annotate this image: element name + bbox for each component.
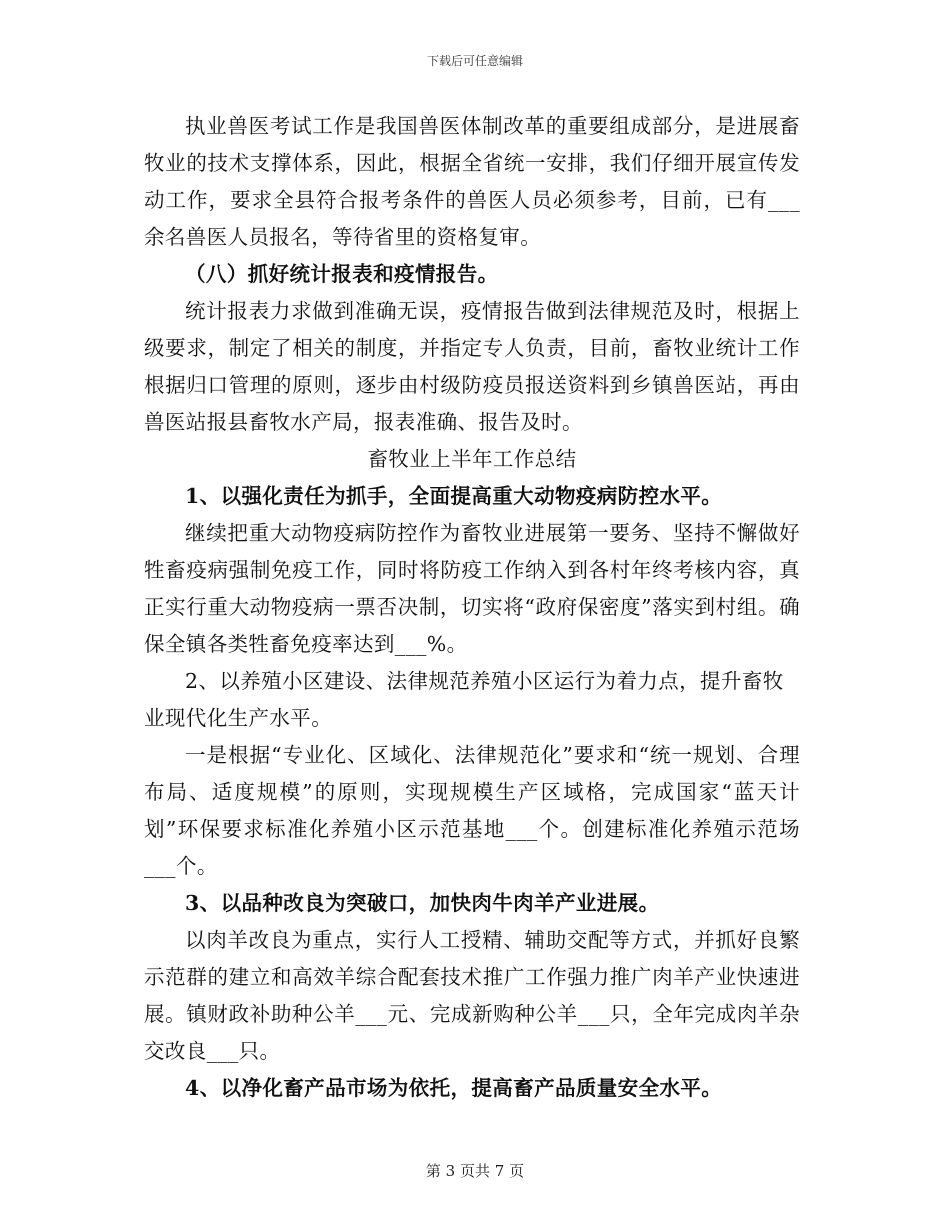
paragraph-epidemic-control: 继续把重大动物疫病防控作为畜牧业进展第一要务、坚持不懈做好牲畜疫病强制免疫工作，同时将防疫工作纳入到各村年终考核内容，真正实行重大动物疫病一票否决制，切实将“政府保密度”落实到村组。确保全镇各类牲畜免疫率达到___%。 — [144, 521, 800, 656]
section-heading-1: 1、以强化责任为抓手，全面提高重大动物疫病防控水平。 — [185, 484, 723, 508]
document-body — [144, 108, 800, 1107]
paragraph-breed-improvement: 以肉羊改良为重点，实行人工授精、辅助交配等方式，并抓好良繁示范群的建立和高效羊综合配套技术推广工作强力推广肉羊产业快速进展。镇财政补助种公羊___元、完成新购种公羊___只，全年完成肉羊杂交改良___只。 — [144, 928, 800, 1063]
page-footer: 第 3 页共 7 页 — [425, 1162, 525, 1180]
section-heading-4: 4、以净化畜产品市场为依托，提高畜产品质量安全水平。 — [185, 1076, 723, 1100]
paragraph-statistics: 统计报表力求做到准确无误，疫情报告做到法律规范及时，根据上级要求，制定了相关的制度，并指定专人负责，目前，畜牧业统计工作根据归口管理的原则，逐步由村级防疫员报送资料到乡镇兽医站，再由兽医站报县畜牧水产局，报表准确、报告及时。 — [144, 299, 800, 434]
page-header: 下载后可任意编辑 — [426, 54, 523, 68]
section-heading-3: 3、以品种改良为突破口，加快肉牛肉羊产业进展。 — [185, 891, 660, 915]
section-heading-8: （八）抓好统计报表和疫情报告。 — [185, 262, 499, 286]
section-heading-2: 2、以养殖小区建设、法律规范养殖小区运行为着力点，提升畜牧业现代化生产水平。 — [144, 669, 784, 730]
paragraph-breeding-zone: 一是根据“专业化、区域化、法律规范化”要求和“统一规划、合理布局、适度规模”的原则，实现规模生产区域格，完成国家“蓝天计划”环保要求标准化养殖小区示范基地___个。创建标准化养殖示范场___个。 — [144, 743, 800, 878]
document-title: 畜牧业上半年工作总结 — [367, 447, 577, 471]
paragraph-vet-exam: 执业兽医考试工作是我国兽医体制改革的重要组成部分，是进展畜牧业的技术支撑体系，因此，根据全省统一安排，我们仔细开展宣传发动工作，要求全县符合报考条件的兽医人员必须参考，目前，已有___余名兽医人员报名，等待省里的资格复审。 — [144, 114, 800, 249]
